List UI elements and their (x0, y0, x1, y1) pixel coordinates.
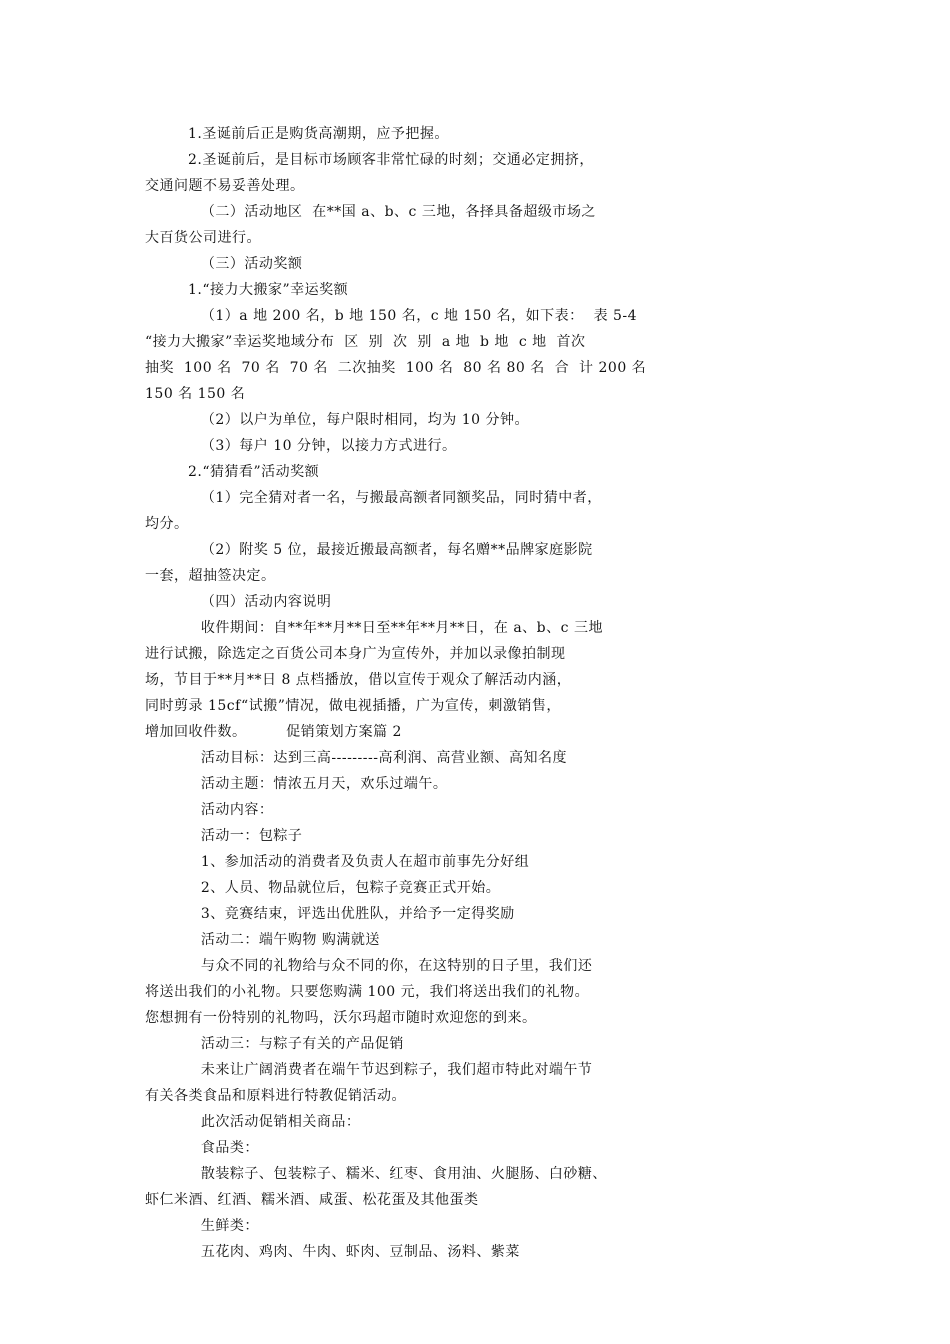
text-line: （2）以户为单位，每户限时相同，均为 10 分钟。 (200, 412, 530, 428)
text-line: （1）a 地 200 名，b 地 150 名，c 地 150 名，如下表： 表 5-4 (200, 308, 638, 324)
text-line: 食品类： (200, 1140, 259, 1156)
text-line: 场，节目于**月**日 8 点档播放，借以宣传于观众了解活动内涵， (145, 672, 572, 688)
text-line: 一套，超抽签决定。 (145, 568, 276, 584)
text-line: 您想拥有一份特别的礼物吗，沃尔玛超市随时欢迎您的到来。 (145, 1010, 537, 1026)
text-line: 进行试搬，除选定之百货公司本身广为宣传外，并加以录像拍制现 (145, 646, 566, 662)
text-line: 150 名 150 名 (145, 386, 246, 402)
text-line: 3、竞赛结束，评选出优胜队，并给予一定得奖励 (200, 906, 515, 922)
text-line: 活动内容： (200, 802, 274, 818)
text-line: 活动二：端午购物 购满就送 (200, 932, 380, 948)
text-line: 大百货公司进行。 (145, 230, 261, 246)
text-line: 未来让广阔消费者在端午节迟到粽子，我们超市特此对端午节 (200, 1062, 593, 1078)
text-line: 交通问题不易妥善处理。 (145, 178, 305, 194)
text-line: 活动一：包粽子 (200, 828, 303, 844)
text-line: （2）附奖 5 位，最接近搬最高额者，每名赠**品牌家庭影院 (200, 542, 593, 558)
text-line: 抽奖 100 名 70 名 70 名 二次抽奖 100 名 80 名 80 名 合 计 200 名 (145, 360, 647, 376)
text-line: 虾仁米酒、红酒、糯米酒、咸蛋、松花蛋及其他蛋类 (145, 1192, 479, 1208)
text-line: 2.圣诞前后，是目标市场顾客非常忙碌的时刻；交通必定拥挤， (188, 152, 594, 168)
text-line: 五花肉、鸡肉、牛肉、虾肉、豆制品、汤料、紫菜 (200, 1244, 520, 1260)
text-line: 活动目标：达到三高---------高利润、高营业额、高知名度 (200, 750, 567, 766)
text-line: （二）活动地区 在**国 a、b、c 三地，各择具备超级市场之 (200, 204, 596, 220)
text-line: 1、参加活动的消费者及负责人在超市前事先分好组 (200, 854, 530, 870)
document-body (145, 121, 811, 1265)
text-line: 2、人员、物品就位后，包粽子竞赛正式开始。 (200, 880, 501, 896)
text-line: 2.“猜猜看”活动奖额 (188, 464, 320, 480)
text-line: 活动主题：情浓五月天，欢乐过端午。 (200, 776, 448, 792)
text-line: （3）每户 10 分钟，以接力方式进行。 (200, 438, 457, 454)
text-line: 同时剪录 15cf“试搬”情况，做电视插播，广为宣传，刺激销售， (145, 698, 561, 714)
text-line: 活动三：与粽子有关的产品促销 (200, 1036, 404, 1052)
text-line: 散装粽子、包装粽子、糯米、红枣、食用油、火腿肠、白砂糖、 (200, 1166, 607, 1182)
text-line: 1.“接力大搬家”幸运奖额 (188, 282, 349, 298)
text-line: 此次活动促销相关商品： (200, 1114, 361, 1130)
text-line: 1.圣诞前后正是购货高潮期，应予把握。 (188, 126, 449, 142)
text-line: 有关各类食品和原料进行特教促销活动。 (145, 1088, 406, 1104)
text-line: 生鲜类： (200, 1218, 259, 1234)
text-line: （四）活动内容说明 (200, 594, 332, 610)
text-line: 均分。 (145, 516, 189, 532)
text-line: “接力大搬家”幸运奖地域分布 区 别 次 别 a 地 b 地 c 地 首次 (145, 334, 586, 350)
text-line: （三）活动奖额 (200, 256, 303, 272)
text-line: 增加回收件数。 促销策划方案篇 2 (145, 724, 402, 740)
text-line: （1）完全猜对者一名，与搬最高额者同额奖品，同时猜中者， (200, 490, 602, 506)
text-line: 收件期间：自**年**月**日至**年**月**日，在 a、b、c 三地 (200, 620, 603, 636)
text-line: 与众不同的礼物给与众不同的你，在这特别的日子里，我们还 (200, 958, 593, 974)
text-line: 将送出我们的小礼物。只要您购满 100 元，我们将送出我们的礼物。 (145, 984, 590, 1000)
